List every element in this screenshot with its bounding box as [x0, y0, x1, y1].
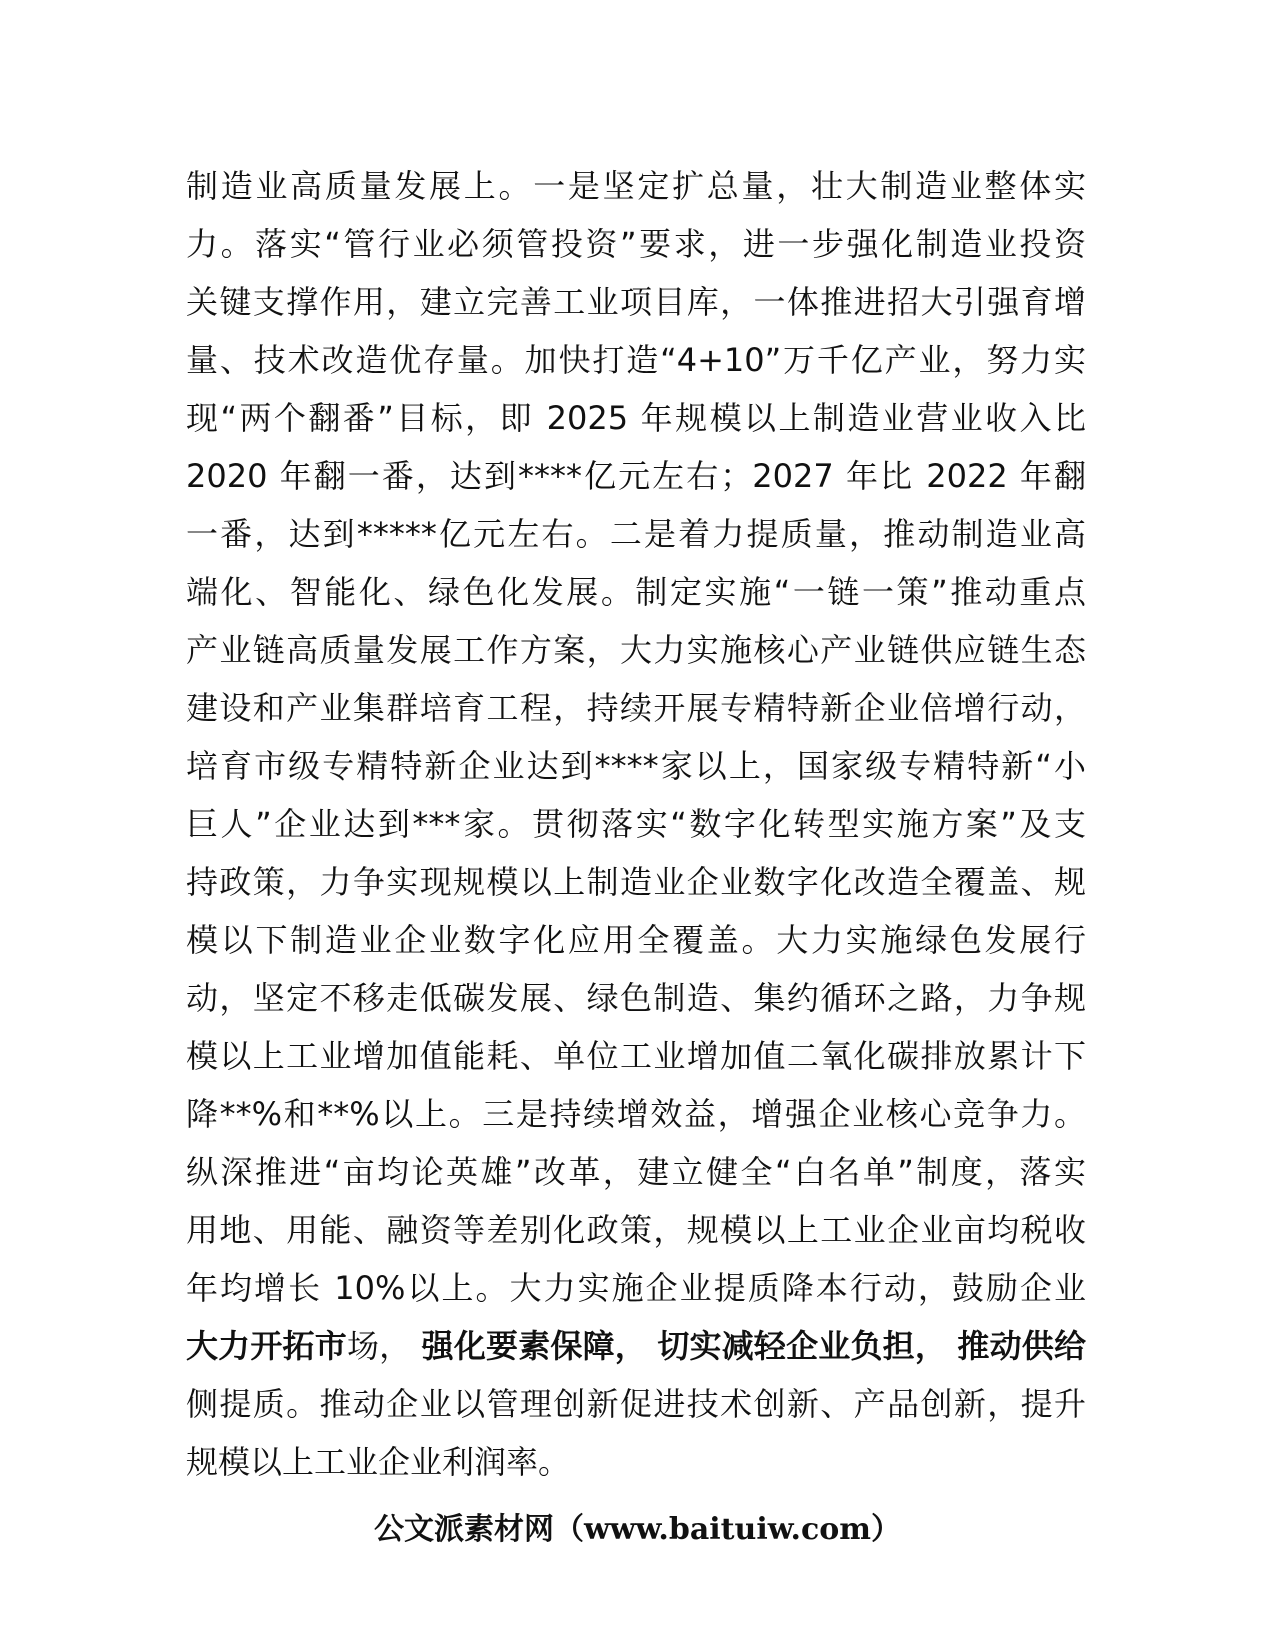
paragraph-line: 2020 年翻一番，达到****亿元左右；2027 年比 2022 年翻 — [186, 457, 1086, 495]
paragraph-line: 关键支撑作用，建立完善工业项目库，一体推进招大引强育增 — [186, 283, 1086, 321]
paragraph-line: 现“两个翻番”目标，即 2025 年规模以上制造业营业收入比 — [186, 399, 1086, 437]
document-body — [186, 157, 1086, 1491]
paragraph-line: 产业链高质量发展工作方案，大力实施核心产业链供应链生态 — [186, 631, 1086, 669]
paragraph-line: 力。落实“管行业必须管投资”要求，进一步强化制造业投资 — [186, 225, 1086, 263]
text-segment: 场， — [346, 1327, 412, 1365]
paragraph-last-line: 规模以上工业企业利润率。 — [186, 1443, 571, 1481]
paragraph-line: 巨人”企业达到***家。贯彻落实“数字化转型实施方案”及支 — [186, 805, 1086, 843]
paragraph-line: 持政策，力争实现规模以上制造业企业数字化改造全覆盖、规 — [186, 863, 1086, 901]
paragraph-line: 端化、智能化、绿色化发展。制定实施“一链一策”推动重点 — [186, 573, 1086, 611]
paragraph-line: 一番，达到*****亿元左右。二是着力提质量，推动制造业高 — [186, 515, 1086, 553]
bold-text-segment: 大力开拓市 — [186, 1327, 347, 1365]
bold-text-segment: 推动供给 — [957, 1327, 1086, 1365]
paragraph-line: 建设和产业集群培育工程，持续开展专精特新企业倍增行动， — [186, 689, 1086, 727]
paragraph-line: 年均增长 10%以上。大力实施企业提质降本行动，鼓励企业 — [186, 1269, 1086, 1307]
paragraph-line-mixed — [186, 1317, 1086, 1375]
paragraph-line: 模以上工业增加值能耗、单位工业增加值二氧化碳排放累计下 — [186, 1037, 1086, 1075]
paragraph-line: 量、技术改造优存量。加快打造“4+10”万千亿产业，努力实 — [186, 341, 1086, 379]
paragraph-line: 模以下制造业企业数字化应用全覆盖。大力实施绿色发展行 — [186, 921, 1086, 959]
paragraph-line: 用地、用能、融资等差别化政策，规模以上工业企业亩均税收 — [186, 1211, 1086, 1249]
source-watermark: 公文派素材网（www.baituiw.com） — [373, 1512, 902, 1547]
paragraph-line: 培育市级专精特新企业达到****家以上，国家级专精特新“小 — [186, 747, 1086, 785]
paragraph-line: 纵深推进“亩均论英雄”改革，建立健全“白名单”制度，落实 — [186, 1153, 1086, 1191]
bold-text-segment: 强化要素保障， — [421, 1327, 647, 1365]
bold-text-segment: 切实减轻企业负担， — [657, 1327, 948, 1365]
paragraph-line: 降**%和**%以上。三是持续增效益，增强企业核心竞争力。 — [186, 1095, 1086, 1133]
paragraph-line: 制造业高质量发展上。一是坚定扩总量，壮大制造业整体实 — [186, 167, 1086, 205]
paragraph-line: 侧提质。推动企业以管理创新促进技术创新、产品创新，提升 — [186, 1385, 1086, 1423]
paragraph-line: 动，坚定不移走低碳发展、绿色制造、集约循环之路，力争规 — [186, 979, 1086, 1017]
